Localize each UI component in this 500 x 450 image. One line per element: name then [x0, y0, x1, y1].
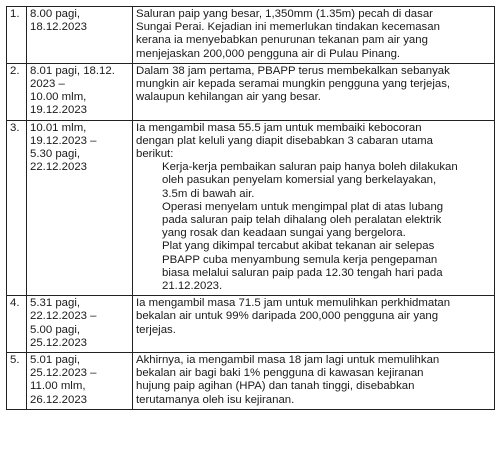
desc-line: mungkin air kepada seramai mungkin pengguna yang terjejas,: [136, 78, 451, 91]
challenge-line: Plat yang dikimpal tercabut akibat tekanan air selepas: [162, 240, 435, 253]
desc-line: bekalan air untuk 99% daripada 200,000 pengguna air yang: [136, 310, 439, 323]
row-number: 2.: [7, 63, 27, 120]
row-number: 1.: [7, 7, 27, 64]
row-number: 4.: [7, 296, 27, 353]
row-number: 5.: [7, 353, 27, 410]
timeline-table: [6, 6, 495, 410]
challenge-line: biasa melalui saluran paip pada 12.30 tengah hari pada: [162, 266, 443, 279]
row-description: [133, 63, 495, 120]
row-date: [27, 353, 133, 410]
document-page: [6, 6, 494, 410]
table-row: [7, 296, 495, 353]
challenge-line: 21.12.2023.: [162, 280, 223, 293]
row-date: [27, 63, 133, 120]
date-line: 8.01 pagi, 18.12.: [30, 64, 115, 77]
desc-line: menjejaskan 200,000 pengguna air di Pulau Pinang.: [136, 47, 401, 60]
row-date: [27, 296, 133, 353]
desc-line: hujung paip agihan (HPA) dan tanah tinggi, disebabkan: [136, 380, 415, 393]
table-row: [7, 63, 495, 120]
challenge-line: oleh pasukan penyelam komersial yang berkelayakan,: [162, 174, 437, 187]
desc-line: kerana ia menyebabkan penurunan tekanan pam air yang: [136, 34, 428, 47]
table-row: [7, 353, 495, 410]
date-line: 18.12.2023: [30, 21, 88, 34]
table-row: [7, 120, 495, 296]
date-line: 2023 –: [30, 78, 65, 91]
date-line: 22.12.2023: [30, 161, 88, 174]
row-description: [133, 296, 495, 353]
date-line: 11.00 mlm,: [30, 380, 86, 393]
row-description: [133, 120, 495, 296]
desc-line: Sungai Perai. Kejadian ini memerlukan tindakan kecemasan: [136, 21, 440, 34]
desc-line: Akhirnya, ia mengambil masa 18 jam lagi untuk memulihkan: [136, 354, 440, 367]
desc-line: Ia mengambil masa 71.5 jam untuk memulihkan perkhidmatan: [136, 297, 451, 310]
challenge-item: [136, 161, 491, 201]
date-line: 25.12.2023 –: [30, 367, 97, 380]
date-line: 10.00 mlm,: [30, 91, 87, 104]
challenge-line: pada saluran paip telah dihalang oleh peralatan elektrik: [162, 214, 442, 227]
row-date: [27, 120, 133, 296]
desc-line: walaupun kehilangan air yang besar.: [136, 91, 321, 104]
date-line: 10.01 mlm,: [30, 121, 87, 134]
challenge-line: Kerja-kerja pembaikan saluran paip hanya boleh dilakukan: [162, 161, 458, 174]
date-line: 8.00 pagi,: [30, 8, 81, 20]
desc-line: terutamanya oleh isu kejiranan.: [136, 393, 295, 406]
desc-line: terjejas.: [136, 323, 176, 336]
date-line: 5.01 pagi,: [30, 354, 81, 367]
date-line: 5.00 pagi,: [30, 323, 81, 336]
challenge-line: yang rosak dan keadaan sungai yang bergelora.: [162, 227, 406, 240]
row-number: 3.: [7, 120, 27, 296]
table-row: [7, 7, 495, 64]
date-line: 26.12.2023: [30, 393, 88, 406]
desc-line: berikut:: [136, 148, 174, 161]
date-line: 19.12.2023: [30, 104, 88, 117]
desc-line: Saluran paip yang besar, 1,350mm (1.35m) pecah di dasar: [136, 8, 433, 20]
date-line: 5.31 pagi,: [30, 297, 81, 310]
desc-line: bekalan air bagi baki 1% pengguna di kawasan kejiranan: [136, 367, 424, 380]
challenge-item: [136, 201, 491, 241]
date-line: 19.12.2023 –: [30, 134, 97, 147]
date-line: 25.12.2023: [30, 336, 88, 349]
challenge-item: [136, 240, 491, 293]
desc-line: dengan plat keluli yang diapit disebabkan 3 cabaran utama: [136, 134, 434, 147]
row-date: [27, 7, 133, 64]
row-description: [133, 353, 495, 410]
date-line: 5.30 pagi,: [30, 148, 81, 161]
desc-line: Ia mengambil masa 55.5 jam untuk membaiki kebocoran: [136, 121, 422, 134]
challenge-line: 3.5m di bawah air.: [162, 187, 255, 200]
row-description: [133, 7, 495, 64]
challenge-line: PBAPP cuba menyambung semula kerja pengepaman: [162, 253, 438, 266]
challenge-line: Operasi menyelam untuk mengimpal plat di atas lubang: [162, 200, 444, 213]
date-line: 22.12.2023 –: [30, 310, 97, 323]
desc-line: Dalam 38 jam pertama, PBAPP terus membekalkan sebanyak: [136, 64, 450, 77]
